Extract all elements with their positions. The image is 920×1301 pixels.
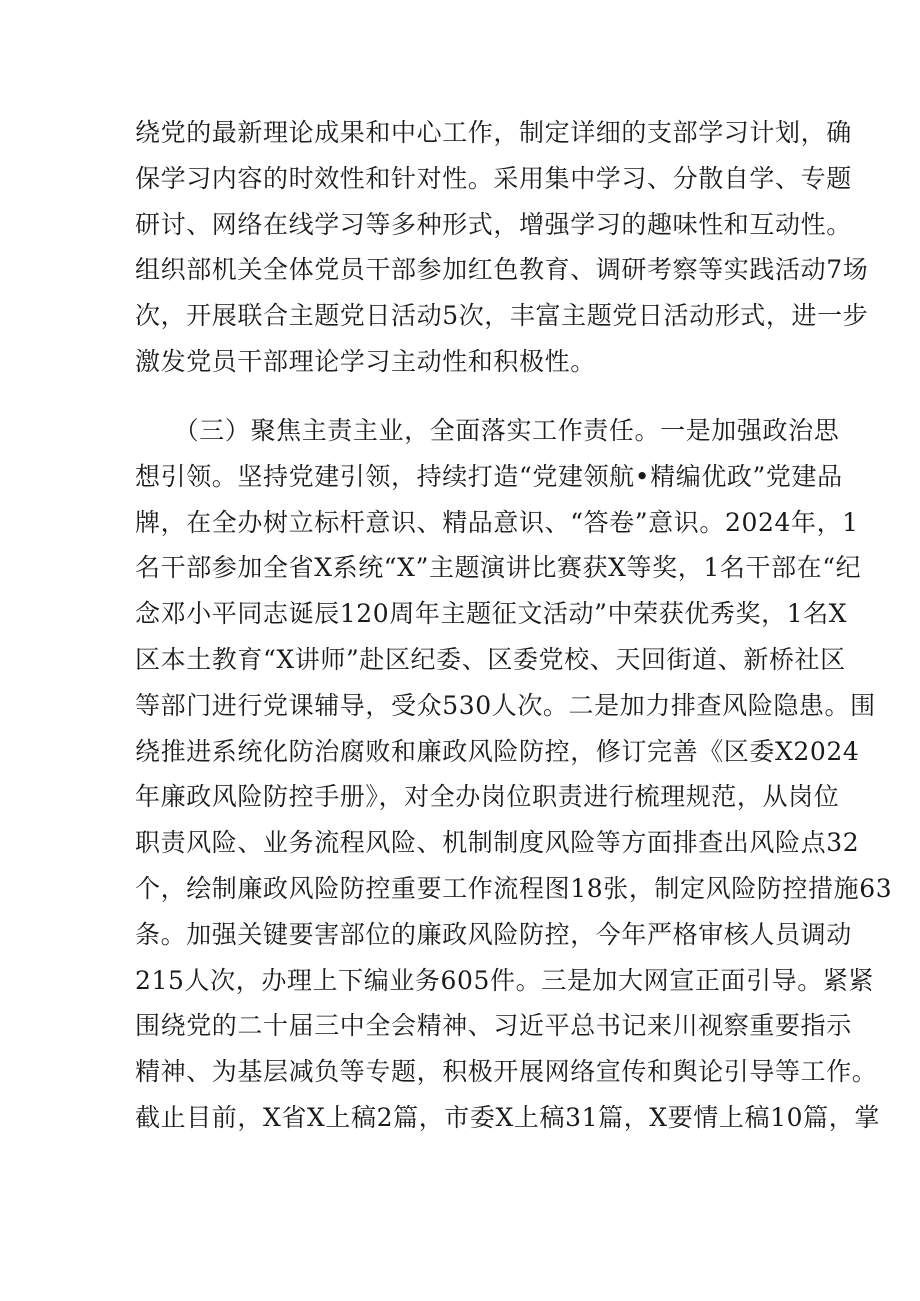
text-line: 截止目前，X省X上稿2篇，市委X上稿31篇，X要情上稿10篇，掌: [135, 1102, 880, 1132]
text-line: 围绕党的二十届三中全会精神、习近平总书记来川视察重要指示: [135, 1011, 852, 1041]
paragraph-responsibility: [135, 408, 893, 1141]
text-line: 215人次，办理上下编业务605件。三是加大网宣正面引导。紧紧: [135, 965, 875, 995]
text-line: 绕党的最新理论成果和中心工作，制定详细的支部学习计划，确: [135, 118, 852, 147]
text-line: 区本土教育“X讲师”赴区纪委、区委党校、天回街道、新桥社区: [135, 644, 846, 674]
text-line: 牌，在全办树立标杆意识、精品意识、“答卷”意识。2024年，1: [135, 507, 859, 537]
text-line: 念邓小平同志诞辰120周年主题征文活动”中荣获优秀奖，1名X: [135, 599, 848, 629]
paragraph-study-plan: [135, 110, 869, 385]
text-line: 名干部参加全省X系统“X”主题演讲比赛获X等奖，1名干部在“纪: [135, 553, 862, 583]
text-line: 条。加强关键要害部位的廉政风险防控，今年严格审核人员调动: [135, 919, 852, 949]
text-line: 职责风险、业务流程风险、机制制度风险等方面排查出风险点32: [135, 828, 860, 858]
text-line: 次，开展联合主题党日活动5次，丰富主题党日活动形式，进一步: [135, 301, 869, 331]
text-line: 研讨、网络在线学习等多种形式，增强学习的趣味性和互动性。: [135, 209, 852, 239]
text-line: （三）聚焦主责主业，全面落实工作责任。一是加强政治思: [135, 416, 840, 445]
text-line: 等部门进行党课辅导，受众530人次。二是加力排查风险隐患。围: [135, 690, 876, 720]
text-line: 年廉政风险防控手册》，对全办岗位职责进行梳理规范，从岗位: [135, 782, 840, 812]
text-line: 保学习内容的时效性和针对性。采用集中学习、分散自学、专题: [135, 163, 852, 193]
text-line: 绕推进系统化防治腐败和廉政风险防控，修订完善《区委X2024: [135, 736, 860, 766]
text-line: 组织部机关全体党员干部参加红色教育、调研考察等实践活动7场: [135, 255, 869, 285]
text-line: 想引领。坚持党建引领，持续打造“党建领航•精编优政”党建品: [135, 461, 843, 491]
text-line: 精神、为基层减负等专题，积极开展网络宣传和舆论引导等工作。: [135, 1057, 878, 1087]
text-line: 个，绘制廉政风险防控重要工作流程图18张，制定风险防控措施63: [135, 873, 893, 903]
text-line: 激发党员干部理论学习主动性和积极性。: [135, 346, 596, 376]
